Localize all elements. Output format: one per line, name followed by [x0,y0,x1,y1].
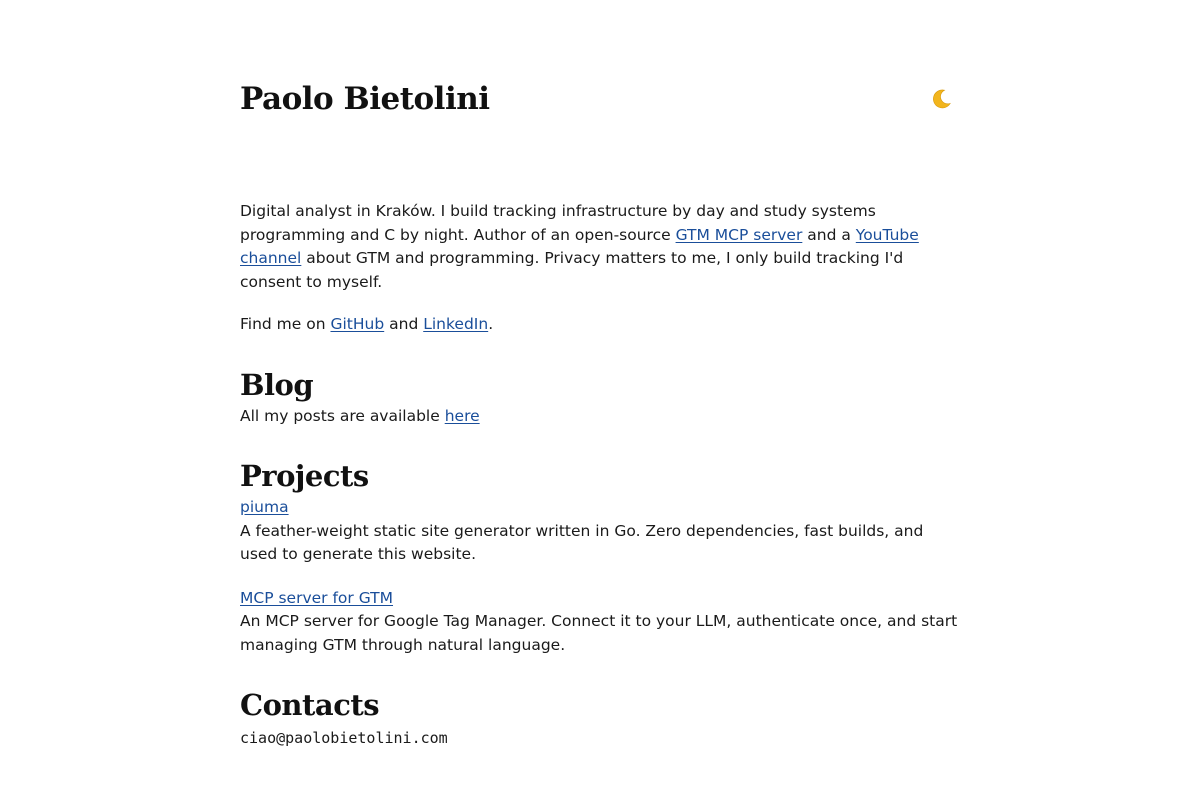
projects-list [240,496,960,657]
project-link-piuma[interactable]: piuma [240,498,289,516]
blog-text-prefix: All my posts are available [240,406,445,425]
blog-text [240,405,960,429]
gtm-mcp-server-link[interactable]: GTM MCP server [675,225,803,244]
find-me-suffix: . [488,315,494,333]
find-me-prefix: Find me on [240,315,331,333]
moon-icon [930,88,952,110]
project-link-mcp-server[interactable]: MCP server for GTM [240,588,394,607]
blog-heading: Blog [240,367,314,402]
project-item-piuma [240,496,960,567]
projects-heading: Projects [240,459,369,493]
intro-paragraph [240,200,960,294]
find-me-paragraph [240,313,960,337]
github-link[interactable]: GitHub [330,315,385,333]
site-title[interactable]: Paolo Bietolini [240,81,490,117]
project-description-piuma: A feather-weight static site generator written in Go. Zero dependencies, fast builds, and used to generate this website. [240,521,924,563]
intro-text-2: and a [802,225,856,244]
contacts-heading: Contacts [240,688,380,722]
blog-posts-link[interactable]: here [444,406,480,425]
intro-text-1: Digital analyst in Kraków. I build tracking infrastructure by day and study systems programming and C by night. Author of an open-source [240,202,876,244]
intro-text-3: about GTM and programming. Privacy matters to me, I only build tracking I'd consent to myself. [240,249,904,291]
project-item-mcp-server [240,587,960,658]
project-description-mcp-server: An MCP server for Google Tag Manager. Connect it to your LLM, authenticate once, and start managing GTM through natural language. [240,612,958,654]
contacts-section [240,687,960,751]
linkedin-link[interactable]: LinkedIn [423,315,489,333]
page [240,0,960,751]
site-header [240,0,960,200]
youtube-channel-link[interactable]: YouTube channel [240,225,919,267]
theme-toggle-button[interactable] [926,84,956,114]
find-me-and: and [384,315,424,333]
projects-section [240,458,960,657]
contact-email: ciao@paolobietolini.com [240,729,448,747]
blog-section [240,367,960,429]
